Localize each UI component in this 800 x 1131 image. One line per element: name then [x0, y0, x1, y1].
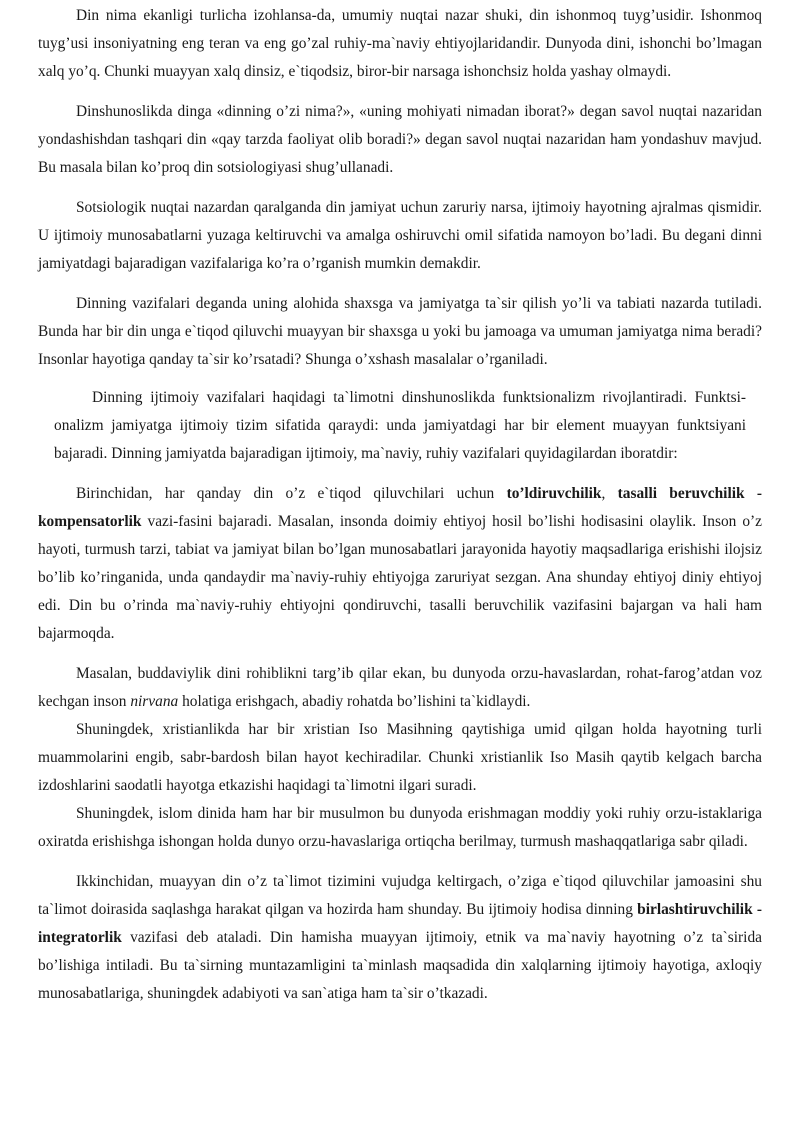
functionalism-block: [38, 384, 762, 468]
first-function-term-1: to’ldiruvchilik: [506, 485, 602, 502]
document-page: [38, 0, 762, 1008]
second-function-pre: Ikkinchidan, muayyan din o’z ta`limot tizimini vujudga keltirgach, o’ziga e`tiqod qiluvchilar jamoasini shu ta`limot doirasida saqlashga harakat qilgan va hozirda ham shunday. Bu ijtimoiy hodisa dinning: [38, 873, 762, 918]
first-function-term-2: tasalli beruvchilik - kompensatorlik: [38, 485, 762, 530]
second-function-post: vazifasi deb ataladi. Din hamisha muayyan ijtimoiy, etnik va ma`naviy hayotning o’z ta`sirida bo’lishiga intiladi. Bu ta`sirning muntazamligini ta`minlash maqsadida din xalqlarning ijtimoiy hayotiga, axloqiy munosabatlariga, shuningdek adabiyoti va san`atiga ham ta`sir o’tkazadi.: [38, 929, 762, 1002]
buddhism-term: nirvana: [130, 693, 179, 710]
first-function-pre: Birinchidan, har qanday din o’z e`tiqod qiluvchilari uchun: [76, 485, 507, 502]
paragraph-second-function: [38, 868, 762, 1008]
paragraph-functionalism: Dinning ijtimoiy vazifalari haqidagi ta`limotni dinshunoslikda funktsionalizm rivojlantiradi. Funktsi-onalizm jamiyatga ijtimoiy tizim sifatida qaraydi: unda jamiyatdagi har bir element muayyan funktsiyani bajaradi. Dinning jamiyatda bajaradigan ijtimoiy, ma`naviy, ruhiy vazifalari quyidagilardan iboratdir:: [54, 389, 746, 462]
paragraph-islam: Shuningdek, islom dinida ham har bir musulmon bu dunyoda erishmagan moddiy yoki ruhiy orzu-istaklariga oxiratda erishishga ishongan holda dunyo orzu-havaslariga ortiqcha berilmay, turmush mashaqqatlariga sabr qiladi.: [38, 805, 762, 850]
paragraph-sociology: Sotsiologik nuqtai nazardan qaralganda din jamiyat uchun zaruriy narsa, ijtimoiy hayotning ajralmas qismidir. U ijtimoiy munosabatlarni yuzaga keltiruvchi va amalga oshiruvchi omil sifatida namoyon bo’ladi. Bu degani dinni jamiyatdagi bajaradigan vazifalariga ko’ra o’rganish mumkin demakdir.: [38, 199, 762, 272]
paragraph-approach: Dinshunoslikda dinga «dinning o’zi nima?», «uning mohiyati nimadan iborat?» degan savol nuqtai nazaridan yondashishdan tashqari din «qay tarzda faoliyat olib boradi?» degan savol nuqtai nazaridan ham yondashuv mavjud. Bu masala bilan ko’proq din sotsiologiyasi shug’ullanadi.: [38, 103, 762, 176]
paragraph-functions: Dinning vazifalari deganda uning alohida shaxsga va jamiyatga ta`sir qilish yo’li va tabiati nazarda tutiladi. Bunda har bir din unga e`tiqod qiluvchi muayyan bir shaxsga u yoki bu jamoaga va umuman jamiyatga nima beradi? Insonlar hayotiga qanday ta`sir ko’rsatadi? Shunga o’xshash masalalar o’rganiladi.: [38, 295, 762, 368]
buddhism-pre: Masalan, buddaviylik dini rohiblikni targ’ib qilar ekan, bu dunyoda orzu-havaslardan, rohat-farog’atdan voz kechgan inson: [38, 665, 762, 710]
paragraph-christianity: Shuningdek, xristianlikda har bir xristian Iso Masihning qaytishiga umid qilgan holda hayotning turli muammolarini engib, sabr-bardosh bilan hayot kechiradilar. Chunki xristianlik Iso Masih qaytib kelgach barcha izdoshlarini saodatli hayotga etkazishi haqidagi ta`limotni ilgari suradi.: [38, 721, 762, 794]
paragraph-definition: Din nima ekanligi turlicha izohlansa-da, umumiy nuqtai nazar shuki, din ishonmoq tuyg’usidir. Ishonmoq tuyg’usi insoniyatning eng teran va eng go’zal ruhiy-ma`naviy ehtiyojlaridandir. Dunyoda dini, ishonchi bo’lmagan xalq yo’q. Chunki muayyan xalq dinsiz, e`tiqodsiz, biror-bir narsaga ishonchsiz holda yashay olmaydi.: [38, 7, 762, 80]
paragraph-first-function: [38, 480, 762, 648]
first-function-sep: ,: [601, 485, 618, 502]
second-function-term: birlashtiruvchilik - integratorlik: [38, 901, 762, 946]
paragraph-buddhism: [38, 660, 762, 716]
first-function-post: vazi-fasini bajaradi. Masalan, insonda doimiy ehtiyoj hosil bo’lishi hodisasini olaylik. Inson o’z hayoti, turmush tarzi, tabiat va jamiyat bilan bo’lgan munosabatlari jarayonida hayotiy maqsadlariga erishishi ilojsiz bo’lib ko’ringanida, unda qandaydir ma`naviy-ruhiy ehtiyojga zaruriyat sezgan. Ana shunday ehtiyoj diniy ehtiyoj edi. Din bu o’rinda ma`naviy-ruhiy ehtiyojni qondiruvchi, tasalli beruvchilik vazifasini bajargan va hali ham bajarmoqda.: [38, 513, 762, 642]
buddhism-post: holatiga erishgach, abadiy rohatda bo’lishini ta`kidlaydi.: [178, 693, 531, 710]
